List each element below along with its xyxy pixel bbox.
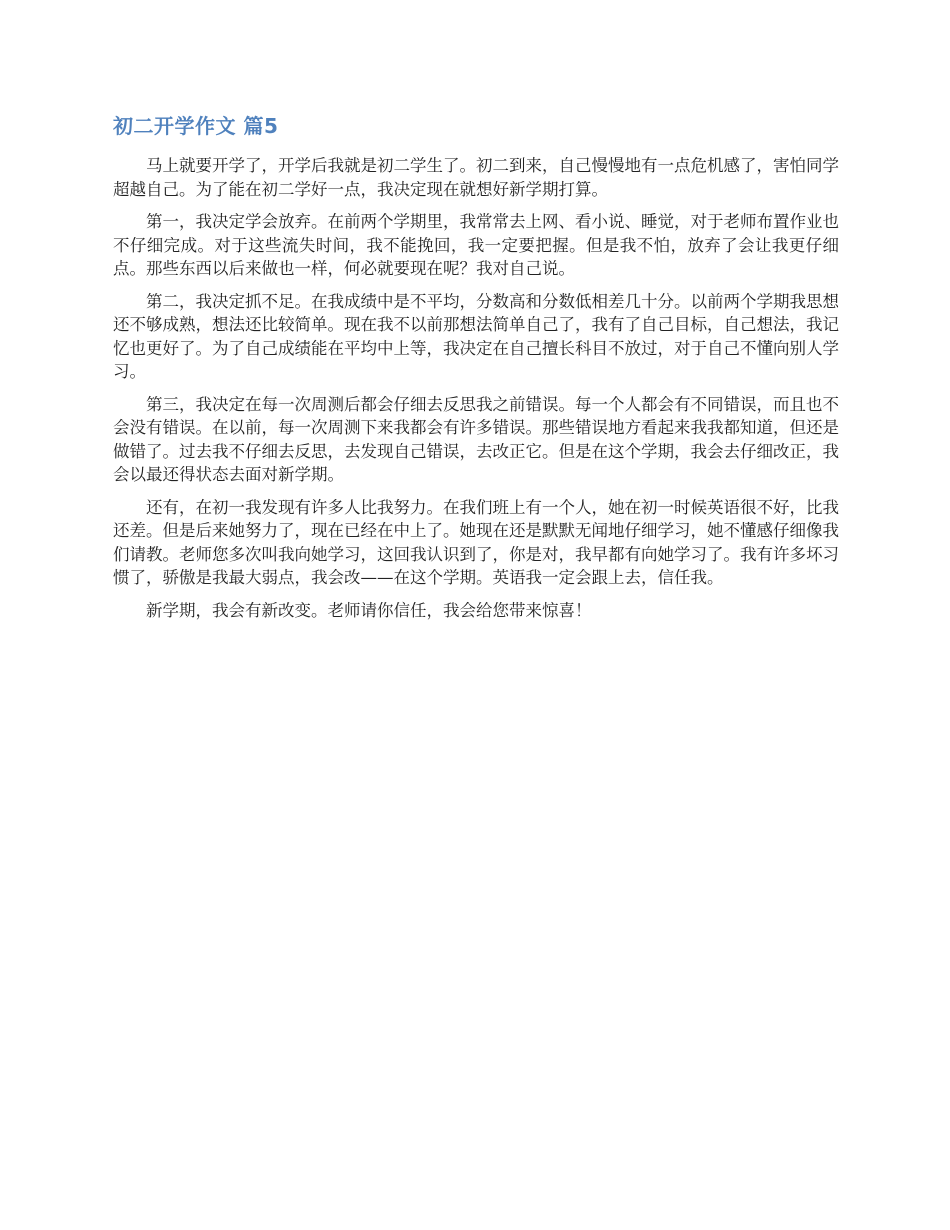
paragraph-5: 还有，在初一我发现有许多人比我努力。在我们班上有一个人，她在初一时候英语很不好，比我还差。但是后来她努力了，现在已经在中上了。她现在还是默默无闻地仔细学习，她不懂感仔细像我们请教。老师您多次叫我向她学习，这回我认识到了，你是对，我早都有向她学习了。我有许多坏习惯了，骄傲是我最大弱点，我会改——在这个学期。英语我一定会跟上去，信任我。: [113, 497, 839, 587]
paragraph-3: 第二，我决定抓不足。在我成绩中是不平均，分数高和分数低相差几十分。以前两个学期我思想还不够成熟，想法还比较简单。现在我不以前那想法简单自己了，我有了自己目标，自己想法，我记忆也更好了。为了自己成绩能在平均中上等，我决定在自己擅长科目不放过，对于自己不懂向别人学习。: [113, 291, 839, 381]
document-body: [113, 112, 839, 631]
paragraph-4: 第三，我决定在每一次周测后都会仔细去反思我之前错误。每一个人都会有不同错误，而且也不会没有错误。在以前，每一次周测下来我都会有许多错误。那些错误地方看起来我我都知道，但还是做错了。过去我不仔细去反思，去发现自己错误，去改正它。但是在这个学期，我会去仔细改正，我会以最还得状态去面对新学期。: [113, 394, 839, 484]
document-title: 初二开学作文 篇5: [113, 114, 279, 138]
paragraph-1: 马上就要开学了，开学后我就是初二学生了。初二到来，自己慢慢地有一点危机感了，害怕同学超越自己。为了能在初二学好一点，我决定现在就想好新学期打算。: [113, 156, 839, 199]
paragraph-6: 新学期，我会有新改变。老师请你信任，我会给您带来惊喜！: [146, 600, 592, 620]
paragraph-2: 第一，我决定学会放弃。在前两个学期里，我常常去上网、看小说、睡觉，对于老师布置作业也不仔细完成。对于这些流失时间，我不能挽回，我一定要把握。但是我不怕，放弃了会让我更仔细点。那些东西以后来做也一样，何必就要现在呢？我对自己说。: [113, 212, 839, 278]
